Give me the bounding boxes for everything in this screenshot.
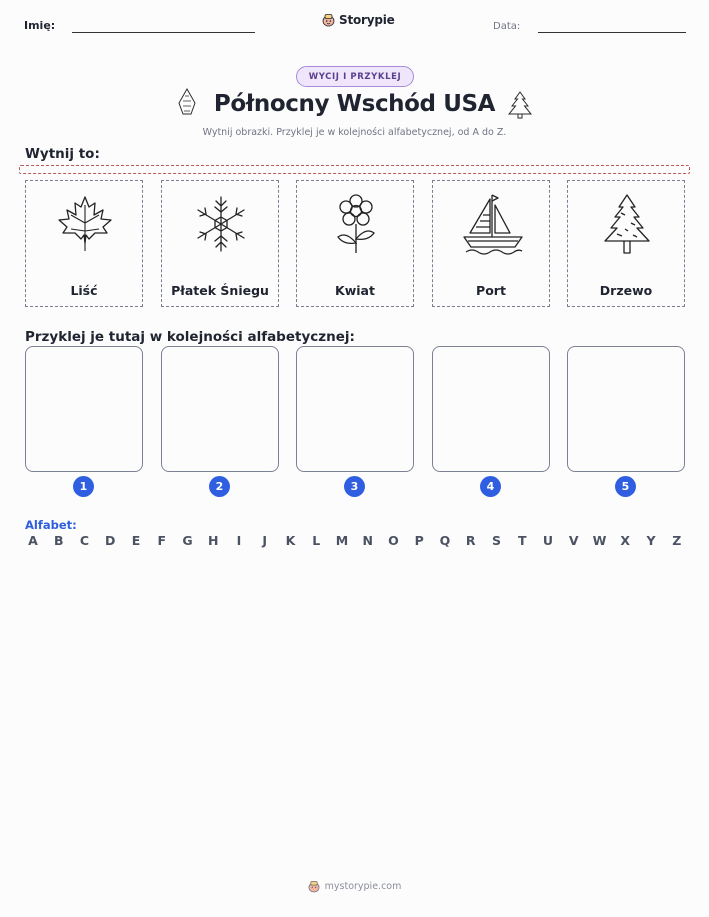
name-label: Imię: <box>24 19 56 32</box>
paste-box-1[interactable] <box>25 346 143 472</box>
footer-link[interactable]: mystorypie.com <box>324 881 402 892</box>
alphabet-letter: C <box>79 533 90 548</box>
alphabet-letter: M <box>335 533 349 548</box>
alphabet-letter: Y <box>646 533 656 548</box>
date-label: Data: <box>493 21 521 32</box>
cut-card-leaf[interactable] <box>25 180 143 307</box>
alphabet-letter: R <box>465 533 476 548</box>
alphabet-letter: K <box>285 533 296 548</box>
snowflake-icon <box>191 193 251 255</box>
alphabet-letter: H <box>208 533 219 548</box>
pine-tree-icon <box>597 193 657 257</box>
maple-leaf-icon <box>55 193 115 255</box>
name-field-line[interactable] <box>72 32 255 33</box>
alphabet-letter: E <box>131 533 141 548</box>
alphabet-letter: V <box>568 533 579 548</box>
paste-box-4[interactable] <box>432 346 550 472</box>
cut-card-snowflake[interactable] <box>161 180 279 307</box>
storypie-mascot-icon <box>322 13 335 27</box>
page-title: Północny Wschód USA <box>213 91 496 117</box>
alphabet-letter: P <box>414 533 424 548</box>
alphabet-letter: A <box>28 533 38 548</box>
date-field-line[interactable] <box>538 32 686 33</box>
alphabet-letter: F <box>157 533 167 548</box>
position-number-3: 3 <box>344 476 365 497</box>
activity-badge: WYCIJ I PRZYKLEJ <box>296 66 414 87</box>
alphabet-letter: T <box>517 533 527 548</box>
position-number-1: 1 <box>73 476 94 497</box>
instructions: Wytnij obrazki. Przyklej je w kolejności alfabetycznej, od A do Z. <box>202 127 507 138</box>
brand-name: Storypie <box>339 13 395 27</box>
alphabet-letter: L <box>312 533 321 548</box>
cut-card-sailboat[interactable] <box>432 180 550 307</box>
cut-line <box>19 165 690 174</box>
storypie-mascot-icon <box>308 880 320 893</box>
cut-heading: Wytnij to: <box>25 146 100 162</box>
flower-icon <box>326 193 386 255</box>
paste-box-2[interactable] <box>161 346 279 472</box>
alphabet-letter: D <box>105 533 116 548</box>
card-label: Kwiat <box>335 283 375 298</box>
card-label: Płatek Śniegu <box>171 283 269 298</box>
alphabet-letter: B <box>53 533 64 548</box>
card-label: Drzewo <box>599 283 653 298</box>
position-number-4: 4 <box>480 476 501 497</box>
paste-heading: Przyklej je tutaj w kolejności alfabetycznej: <box>25 329 355 345</box>
alphabet-letter: O <box>388 533 399 548</box>
alphabet-letter: U <box>542 533 554 548</box>
footer <box>0 880 709 893</box>
alphabet-letter: I <box>236 533 242 548</box>
paste-box-3[interactable] <box>296 346 414 472</box>
card-label: Port <box>476 283 506 298</box>
alphabet-letter: X <box>620 533 631 548</box>
alphabet-letter: G <box>182 533 193 548</box>
brand-logo <box>322 13 395 27</box>
alphabet-letter: Z <box>672 533 682 548</box>
position-number-2: 2 <box>209 476 230 497</box>
alphabet-letter: W <box>592 533 607 548</box>
alphabet-letter: N <box>362 533 373 548</box>
alphabet-letter: S <box>491 533 501 548</box>
alphabet-row <box>25 533 685 548</box>
cut-card-flower[interactable] <box>296 180 414 307</box>
position-number-5: 5 <box>615 476 636 497</box>
alphabet-letter: J <box>262 533 268 548</box>
alphabet-label: Alfabet: <box>25 518 77 532</box>
card-label: Liść <box>70 283 98 298</box>
paste-box-5[interactable] <box>567 346 685 472</box>
small-pine-tree-icon <box>506 90 534 120</box>
cut-card-tree[interactable] <box>567 180 685 307</box>
alphabet-letter: Q <box>439 533 451 548</box>
sailboat-icon <box>462 193 524 255</box>
